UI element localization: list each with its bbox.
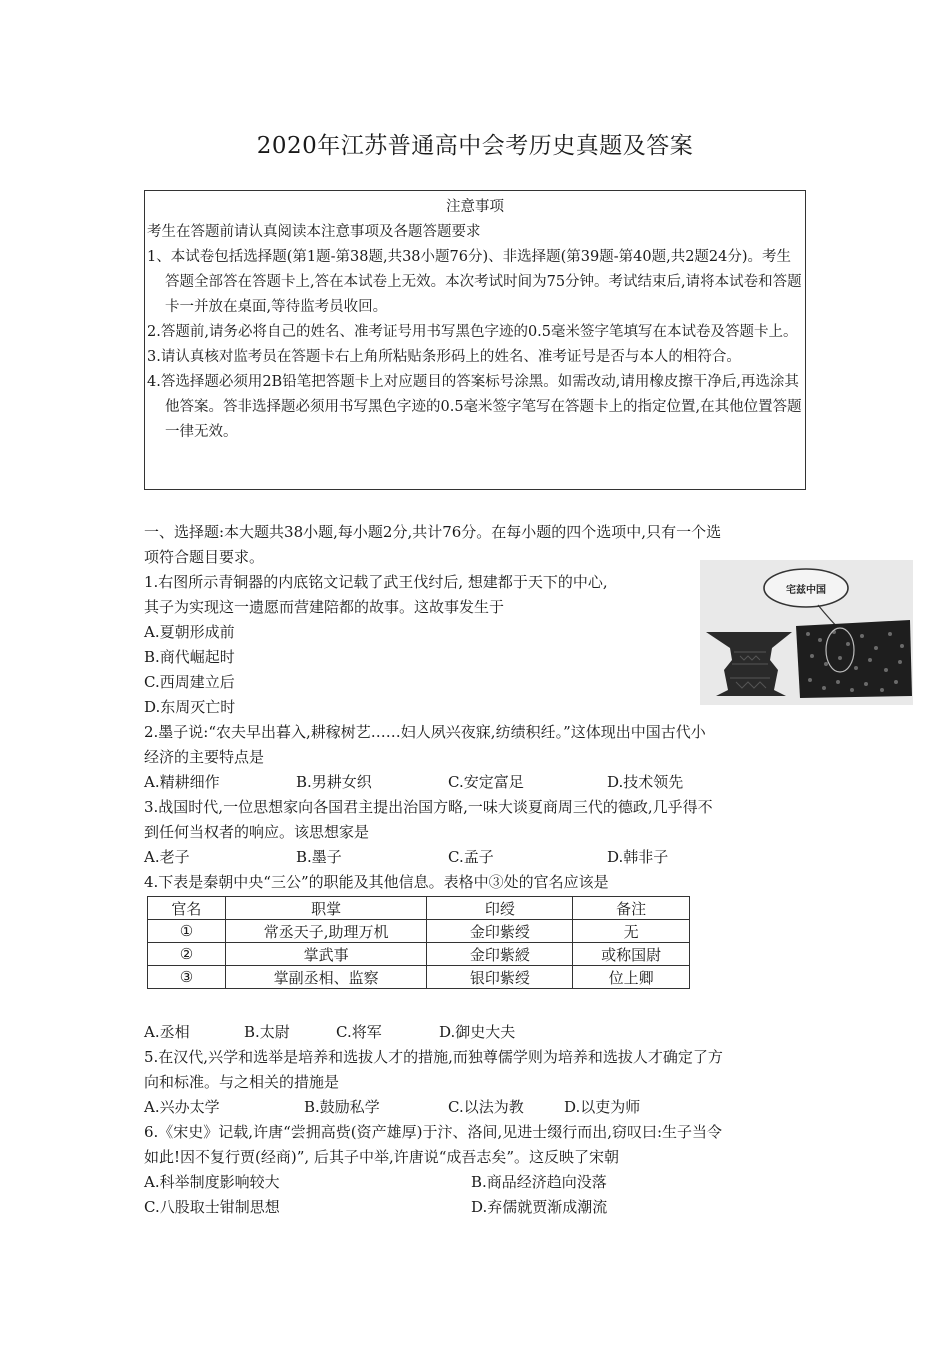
question-3-option: C.孟子 xyxy=(448,848,494,866)
figure-caption: 宅兹中国 xyxy=(786,585,826,596)
table-header: 备注 xyxy=(573,897,690,920)
question-4-option: B.太尉 xyxy=(244,1023,290,1041)
question-4-option: D.御史大夫 xyxy=(439,1023,516,1041)
question-4-option: A.丞相 xyxy=(144,1023,190,1041)
section-instruction: 一、选择题:本大题共38小题,每小题2分,共计76分。在每小题的四个选项中,只有一个选 xyxy=(144,523,722,541)
question-2-option: A.精耕细作 xyxy=(144,773,220,791)
question-3-option: A.老子 xyxy=(144,848,190,866)
table-cell: ② xyxy=(148,943,226,966)
question-4-options xyxy=(144,1021,804,1045)
question-2-option: B.男耕女织 xyxy=(296,773,372,791)
table-row xyxy=(148,920,690,943)
question-5-stem: 向和标准。与之相关的措施是 xyxy=(144,1073,340,1091)
question-4-option: C.将军 xyxy=(336,1023,382,1041)
question-2-stem: 经济的主要特点是 xyxy=(144,748,265,766)
question-5-stem: 5.在汉代,兴学和选举是培养和选拔人才的措施,而独尊儒学则为培养和选拔人才确定了方 xyxy=(144,1048,723,1066)
notice-item: 4.答选择题必须用2B铅笔把答题卡上对应题目的答案标号涂黑。如需改动,请用橡皮擦干净后,再选涂其他答案。答非选择题必须用书写黑色字迹的0.5毫米签字笔写在答题卡上的指定位置,在其他位置答题一律无效。 xyxy=(147,374,802,440)
question-6-options xyxy=(144,1171,804,1195)
question-5-option: A.兴办太学 xyxy=(144,1098,220,1116)
table-cell: 位上卿 xyxy=(573,966,690,989)
question-3-option: D.韩非子 xyxy=(607,848,669,866)
question-1-option: A.夏朝形成前 xyxy=(144,623,235,641)
table-row xyxy=(148,966,690,989)
table-cell: 金印紫绶 xyxy=(427,920,573,943)
table-header: 职掌 xyxy=(225,897,427,920)
question-6-option: D.弃儒就贾渐成潮流 xyxy=(471,1198,608,1216)
table-row xyxy=(148,943,690,966)
section-instruction: 项符合题目要求。 xyxy=(144,548,265,566)
question-4-stem: 4.下表是秦朝中央“三公”的职能及其他信息。表格中③处的官名应该是 xyxy=(144,873,609,891)
question-3-stem: 3.战国时代,一位思想家向各国君主提出治国方略,一味大谈夏商周三代的德政,几乎得不 xyxy=(144,798,713,816)
table-cell: 金印紫綬 xyxy=(427,943,573,966)
question-6-stem: 如此!因不复行贾(经商)”, 后其子中举,许唐说“成吾志矣”。这反映了宋朝 xyxy=(144,1148,620,1166)
table-cell: 银印紫绶 xyxy=(427,966,573,989)
question-2-options xyxy=(144,771,804,795)
question-1-option: B.商代崛起时 xyxy=(144,648,235,666)
table-cell: 掌武事 xyxy=(225,943,427,966)
table-cell: ① xyxy=(148,920,226,943)
bronze-vessel-figure xyxy=(700,560,913,705)
bronze-vessel-illustration xyxy=(700,560,913,705)
question-6-option: B.商品经济趋向没落 xyxy=(471,1173,607,1191)
question-6-options xyxy=(144,1196,804,1220)
question-5-option: C.以法为教 xyxy=(448,1098,524,1116)
question-1-stem: 1.右图所示青铜器的内底铭文记载了武王伐纣后, 想建都于天下的中心, xyxy=(144,573,608,591)
table-cell: 无 xyxy=(573,920,690,943)
question-1-option: D.东周灭亡时 xyxy=(144,698,236,716)
table-cell: 常丞天子,助理万机 xyxy=(225,920,427,943)
table-cell: 掌副丞相、监察 xyxy=(225,966,427,989)
question-3-stem: 到任何当权者的响应。该思想家是 xyxy=(144,823,370,841)
question-2-option: C.安定富足 xyxy=(448,773,524,791)
question-3-options xyxy=(144,846,804,870)
question-1-option: C.西周建立后 xyxy=(144,673,235,691)
question-1-stem: 其子为实现这一遗愿而营建陪都的故事。这故事发生于 xyxy=(144,598,505,616)
notice-item: 3.请认真核对监考员在答题卡右上角所粘贴条形码上的姓名、准考证号是否与本人的相符合。 xyxy=(147,349,741,365)
three-excellencies-table xyxy=(147,896,690,989)
table-header-row xyxy=(148,897,690,920)
notice-box xyxy=(144,190,806,490)
question-3-option: B.墨子 xyxy=(296,848,342,866)
question-6-stem: 6.《宋史》记载,许唐“尝拥高赀(资产雄厚)于汴、洛间,见进士缀行而出,窃叹曰:生子当令 xyxy=(144,1123,723,1141)
notice-intro: 考生在答题前请认真阅读本注意事项及各题答题要求 xyxy=(147,224,481,240)
notice-heading: 注意事项 xyxy=(446,199,504,215)
question-6-option: C.八股取士钳制思想 xyxy=(144,1198,280,1216)
question-2-stem: 2.墨子说:“农夫早出暮入,耕稼树艺……妇人夙兴夜寐,纺绩积纴。”这体现出中国古代小 xyxy=(144,723,706,741)
table-header: 印绶 xyxy=(427,897,573,920)
question-5-options xyxy=(144,1096,804,1120)
page-title: 2020年江苏普通高中会考历史真题及答案 xyxy=(256,133,694,159)
question-5-option: B.鼓励私学 xyxy=(304,1098,380,1116)
question-2-option: D.技术领先 xyxy=(607,773,684,791)
question-5-option: D.以吏为师 xyxy=(564,1098,641,1116)
question-6-option: A.科举制度影响较大 xyxy=(144,1173,280,1191)
table-cell: ③ xyxy=(148,966,226,989)
notice-item: 2.答题前,请务必将自己的姓名、准考证号用书写黑色字迹的0.5毫米签字笔填写在本试卷及答题卡上。 xyxy=(147,324,798,340)
table-header: 官名 xyxy=(148,897,226,920)
table-cell: 或称国尉 xyxy=(573,943,690,966)
notice-item: 1、本试卷包括选择题(第1题-第38题,共38小题76分)、非选择题(第39题-第40题,共2题24分)。考生答题全部答在答题卡上,答在本试卷上无效。本次考试时间为75分钟。考试结束后,请将本试卷和答题卡一并放在桌面,等待监考员收回。 xyxy=(147,249,802,315)
